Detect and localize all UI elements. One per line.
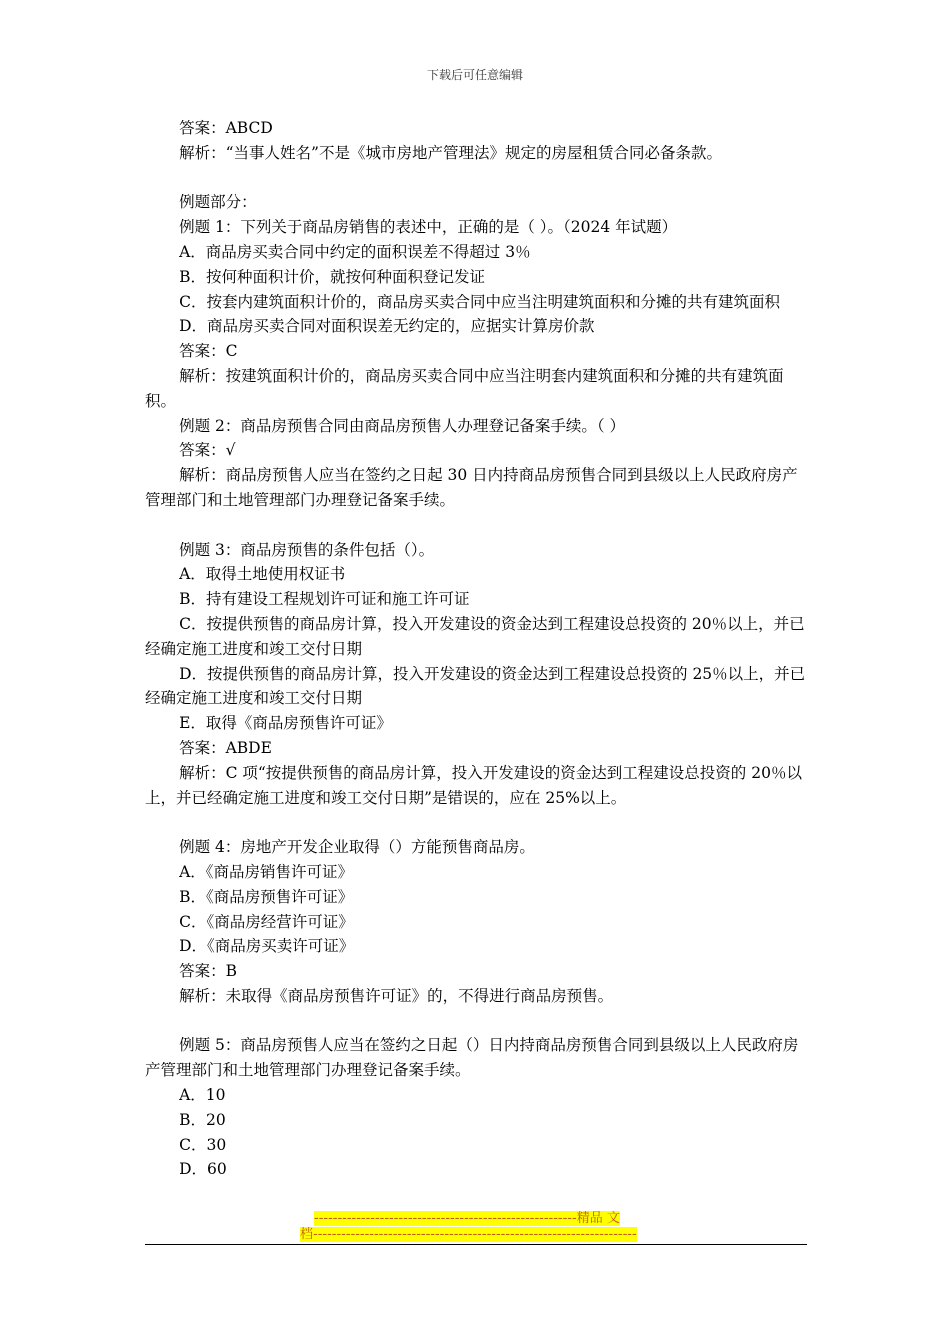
option-a: A．商品房买卖合同中约定的面积误差不得超过 3％ (179, 242, 531, 261)
option-d: D．60 (179, 1160, 227, 1179)
option-d: D．商品房买卖合同对面积误差无约定的，应据实计算房价款 (179, 317, 595, 336)
question-2: 例题 2：商品房预售合同由商品房预售人办理登记备案手续。（ ） (179, 416, 626, 435)
footer-highlight-text: 档--------------------------------------------------------------------- (300, 1227, 637, 1242)
analysis-line: 解析：“当事人姓名”不是《城市房地产管理法》规定的房屋租赁合同必备条款。 (179, 143, 722, 162)
footer-watermark-line-2 (300, 1227, 650, 1243)
document-body (145, 116, 807, 1182)
question-1: 例题 1：下列关于商品房销售的表述中，正确的是（ ）。（2024 年试题） (179, 218, 678, 237)
question-4: 例题 4：房地产开发企业取得（）方能预售商品房。 (179, 838, 535, 857)
answer-line: 答案：ABCD (179, 119, 273, 137)
answer-line: 答案：√ (179, 441, 236, 460)
option-a: A．《商品房销售许可证》 (179, 862, 354, 881)
footer-rule (145, 1244, 807, 1245)
option-d: D．按提供预售的商品房计算，投入开发建设的资金达到工程建设总投资的 25％以上，并已经确定施工进度和竣工交付日期 (145, 664, 806, 708)
answer-line: 答案：ABDE (179, 738, 272, 757)
footer-highlight-text: --------------------------------------------------------精品 文 (314, 1211, 620, 1226)
option-c: C．按套内建筑面积计价的，商品房买卖合同中应当注明建筑面积和分摊的共有建筑面积 (179, 292, 780, 311)
answer-line: 答案：C (179, 342, 238, 361)
answer-line: 答案：B (179, 962, 237, 981)
blank-line (145, 1009, 807, 1034)
option-e: E．取得《商品房预售许可证》 (179, 714, 392, 733)
option-c: C．30 (179, 1135, 227, 1154)
option-c: C．《商品房经营许可证》 (179, 912, 354, 931)
analysis-line: 解析：商品房预售人应当在签约之日起 30 日内持商品房预售合同到县级以上人民政府房产管理部门和土地管理部门办理登记备案手续。 (145, 466, 798, 509)
analysis-line: 解析：按建筑面积计价的，商品房买卖合同中应当注明套内建筑面积和分摊的共有建筑面积。 (145, 366, 784, 410)
option-b: B．《商品房预售许可证》 (179, 887, 354, 906)
blank-line (145, 166, 807, 191)
option-a: A．10 (179, 1086, 226, 1105)
option-b: B．持有建设工程规划许可证和施工许可证 (179, 590, 470, 609)
option-b: B．按何种面积计价，就按何种面积登记发证 (179, 267, 485, 286)
analysis-line: 解析：未取得《商品房预售许可证》的，不得进行商品房预售。 (179, 986, 614, 1005)
option-b: B．20 (179, 1110, 226, 1129)
blank-line (145, 810, 807, 835)
footer-watermark-line-1 (300, 1211, 664, 1227)
option-d: D．《商品房买卖许可证》 (179, 937, 355, 956)
option-a: A．取得土地使用权证书 (179, 565, 346, 584)
option-c: C．按提供预售的商品房计算，投入开发建设的资金达到工程建设总投资的 20％以上，并已经确定施工进度和竣工交付日期 (145, 614, 805, 658)
question-3: 例题 3：商品房预售的条件包括（）。 (179, 540, 435, 559)
question-5: 例题 5：商品房预售人应当在签约之日起（）日内持商品房预售合同到县级以上人民政府房产管理部门和土地管理部门办理登记备案手续。 (145, 1036, 799, 1080)
blank-line (145, 513, 807, 538)
section-heading: 例题部分： (179, 193, 257, 212)
page-header: 下载后可任意编辑 (426, 68, 523, 82)
analysis-line: 解析：C 项“按提供预售的商品房计算，投入开发建设的资金达到工程建设总投资的 20％以上，并已经确定施工进度和竣工交付日期”是错误的，应在 25%以上。 (145, 763, 802, 807)
